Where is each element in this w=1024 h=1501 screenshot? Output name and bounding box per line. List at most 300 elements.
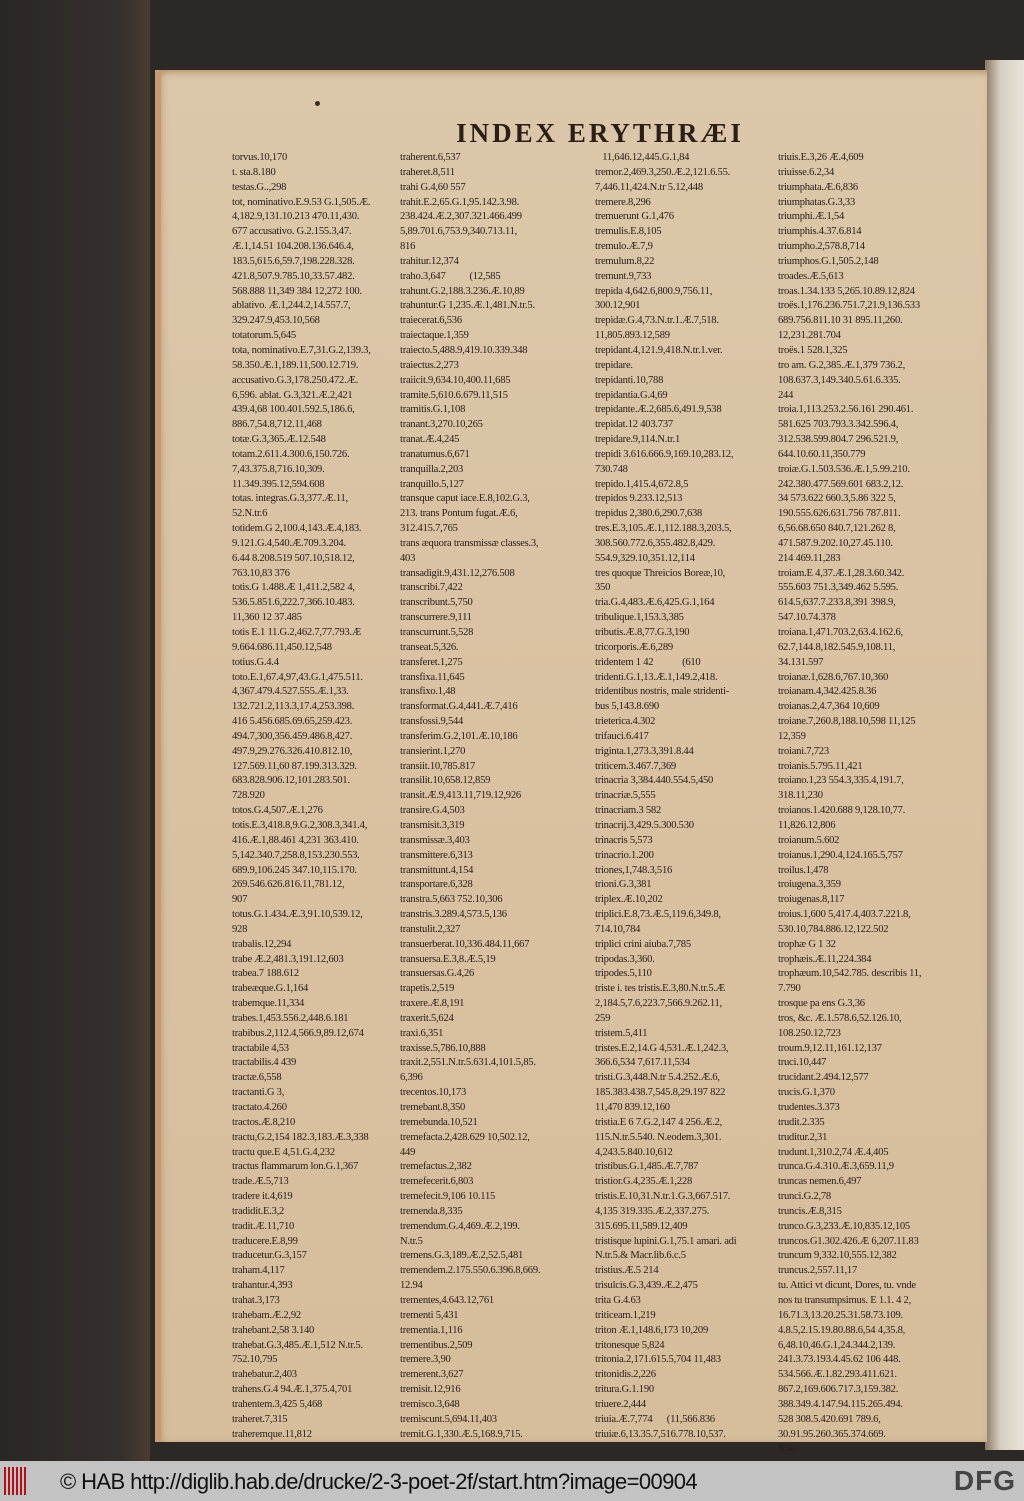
index-entry-line: tridenti.G.1,13.Æ.1,149.2,418. xyxy=(595,671,718,683)
index-entry-line: traducere.E.8,99 xyxy=(232,1235,298,1247)
index-entry-line: trunco.G.3,233.Æ.10,835.12,105 xyxy=(778,1220,910,1232)
index-entry-line: tristem.5,411 xyxy=(595,1027,648,1039)
index-entry-line: triuiæ.6,13.35.7,516.778.10,537. xyxy=(595,1428,726,1440)
index-entry-line: 190.555.626.631.756 787.811. xyxy=(778,508,901,520)
index-entry-line: tricorporis.Æ.6,289 xyxy=(595,641,673,653)
index-entry-line: trepidi 3.616.666.9,169.10,283.12, xyxy=(595,448,734,460)
index-entry-line: trabemque.11,334 xyxy=(232,998,305,1010)
index-entry-line: triplici crini aiuba.7,785 xyxy=(595,938,691,950)
index-entry-line: trahi G.4,60 557 xyxy=(400,181,466,193)
index-entry-line: troiam.E 4,37.Æ.1,28.3.60.342. xyxy=(778,567,905,579)
index-entry-line: 11,826.12,806 xyxy=(778,819,836,831)
index-entry-line: trepida 4,642.6,800.9,756.11, xyxy=(595,285,713,297)
index-entry-line: transfixa.11,645 xyxy=(400,671,465,683)
index-entry-line: triumphis.4.37.6.814 xyxy=(778,226,862,238)
index-entry-line: traheret.8,511 xyxy=(400,166,455,178)
index-entry-line: truncum 9,332.10,555.12,382 xyxy=(778,1250,897,1262)
index-entry-line: trans æquora transmissæ classes.3, xyxy=(400,537,539,549)
index-entry-line: tritonesque 5,824 xyxy=(595,1339,665,1351)
index-entry-line: transmisit.3,319 xyxy=(400,819,465,831)
index-entry-line: tractu que.E 4,51.G.4,232 xyxy=(232,1146,335,1158)
index-entry-line: troianus.1,290.4,124.165.5,757 xyxy=(778,849,903,861)
index-entry-line: trade.Æ.5,713 xyxy=(232,1176,289,1188)
index-entry-line: triumphata.Æ.6,836 xyxy=(778,181,858,193)
index-entry-line: triginta.1,273.3,391.8.44 xyxy=(595,745,694,757)
index-entry-line: traiectaque.1,359 xyxy=(400,330,469,342)
index-entry-line: 534.566.Æ.1.82.293.411.621. xyxy=(778,1369,897,1381)
index-entry-line: trahuntur.G 1,235.Æ.1,481.N.tr.5. xyxy=(400,300,535,312)
index-entry-line: trahat.3,173 xyxy=(232,1294,280,1306)
index-entry-line: tractos.Æ.8,210 xyxy=(232,1116,296,1128)
index-entry-line: tot, nominativo.E.9.53 G.1,505.Æ. xyxy=(232,196,371,208)
index-entry-line: totis.E.3,418.8,9.G.2,308.3,341.4, xyxy=(232,819,368,831)
index-entry-line: 108.637.3,149.340.5.61.6.335. xyxy=(778,374,901,386)
index-entry-line: tristisque lupini.G.1,75.1 amari. adi xyxy=(595,1235,737,1247)
index-entry-line: totus.G.1.434.Æ.3,91.10,539.12, xyxy=(232,909,363,921)
index-entry-line: tripodes.5,110 xyxy=(595,968,652,980)
index-entry-line: tota, nominativo.E.7,31.G.2,139.3, xyxy=(232,344,371,356)
index-entry-line: trunci.G.2,78 xyxy=(778,1191,831,1203)
index-entry-line: truditur.2,31 xyxy=(778,1131,828,1143)
index-entry-line: truncus.2,557.11,17 xyxy=(778,1265,858,1277)
index-entry-line: 568.888 11,349 384 12,272 100. xyxy=(232,285,362,297)
index-entry-line: tros, &c. Æ.1.578.6,52.126.10, xyxy=(778,1012,902,1024)
index-entry-line: traxere.Æ.8,191 xyxy=(400,998,465,1010)
index-entry-line: trahit.E.2,65.G.1,95.142.3.98. xyxy=(400,196,520,208)
index-entry-line: 185.383.438.7,545.8,29.197 822 xyxy=(595,1087,726,1099)
index-entry-line: traham.4,117 xyxy=(232,1265,285,1277)
index-entry-line: trahebatur.2,403 xyxy=(232,1369,297,1381)
book-spine-background xyxy=(0,0,150,1461)
index-entry-line: trophæum.10,542.785. describis 11, xyxy=(778,968,922,980)
index-entry-line: tractabile 4,53 xyxy=(232,1042,289,1054)
index-entry-line: toto.E.1,67.4,97,43.G.1,475.511. xyxy=(232,671,363,683)
index-entry-line: 547.10.74.378 xyxy=(778,612,836,624)
index-entry-line: totatorum.5,645 xyxy=(232,330,296,342)
index-entry-line: tritura.G.1.190 xyxy=(595,1384,654,1396)
index-entry-line: 115.N.tr.5.540. N.eodem.3,301. xyxy=(595,1131,722,1143)
index-entry-line: tridentibus nostris, male stridenti- xyxy=(595,686,729,698)
index-entry-line: 689.756.811.10 31 895.11,260. xyxy=(778,315,903,327)
index-entry-line: 555.603 751.3,349.462 5.595. xyxy=(778,582,899,594)
index-entry-line: 689.9,106.245 347.10,115.170. xyxy=(232,864,357,876)
index-entry-line: tres.E.3,105.Æ.1,112.188.3,203.5, xyxy=(595,523,732,535)
index-column-2 xyxy=(400,151,595,1442)
index-entry-line: 350 xyxy=(595,582,611,594)
index-entry-line: triumphi.Æ.1,54 xyxy=(778,211,844,223)
index-entry-line: triones,1,748.3,516 xyxy=(595,864,673,876)
index-entry-line: tributis.Æ.8,77.G.3,190 xyxy=(595,627,690,638)
index-entry-line: tres quoque Threicios Boreæ,10, xyxy=(595,567,726,579)
index-entry-line: troianos.1.420.688 9,128.10,77. xyxy=(778,805,906,817)
index-entry-line: tractus flammarum lon.G.1,367 xyxy=(232,1161,359,1173)
index-entry-line: troum.9,12.11,161.12,137 xyxy=(778,1042,882,1054)
index-entry-line: 9.664.686.11,450.12,548 xyxy=(232,641,332,653)
index-entry-line: tro am. G.2,385.Æ.1,379 736.2, xyxy=(778,359,905,371)
index-entry-line: tu. Attici vt dicunt, Dores, tu. vnde xyxy=(778,1280,916,1292)
index-entry-line: 714.10,784 xyxy=(595,923,641,935)
index-entry-line: totos.G.4,507.Æ.1,276 xyxy=(232,805,323,817)
index-entry-line: tremisco.3,648 xyxy=(400,1398,460,1410)
index-entry-line: 928 xyxy=(232,923,248,935)
index-entry-line: trucidant.2.494.12,577 xyxy=(778,1072,869,1084)
index-entry-line: 416.Æ.1,88.461 4,231 363.410. xyxy=(232,834,359,846)
index-entry-line: traherent.6,537 xyxy=(400,152,461,163)
index-entry-line: 403 xyxy=(400,552,416,564)
index-entry-line: transcribunt.5,750 xyxy=(400,597,473,609)
index-entry-line: tremunt.9,733 xyxy=(595,270,652,282)
index-entry-line: tritonidis.2,226 xyxy=(595,1369,656,1381)
index-entry-line: 763.10,83 376 xyxy=(232,567,290,579)
index-entry-line: tranatumus.6,671 xyxy=(400,448,470,460)
index-entry-line: 5,142.340.7,258.8,153.230.553. xyxy=(232,849,360,861)
index-entry-line: truncos.G1.302.426.Æ 6,207.11.83 xyxy=(778,1235,919,1247)
index-entry-line: trepidant.4,121.9,418.N.tr.1.ver. xyxy=(595,344,723,356)
index-entry-line: 816 xyxy=(400,241,416,253)
index-entry-line: transuersa.E.3,8.Æ.5,19 xyxy=(400,953,496,965)
index-entry-line: trucis.G.1,370 xyxy=(778,1087,835,1099)
index-entry-line: trepidantia.G.4,69 xyxy=(595,389,668,401)
index-entry-line: 728.920 xyxy=(232,790,265,802)
index-entry-line: tremerent.3,627 xyxy=(400,1369,464,1381)
index-entry-line: transit.Æ.9,413.11,719.12,926 xyxy=(400,790,521,802)
index-entry-line: troianum.5.602 xyxy=(778,834,840,846)
index-entry-line: 4.8.5,2.15.19.80.88.6,54 4,35.8, xyxy=(778,1324,906,1336)
index-entry-line: trapetis.2,519 xyxy=(400,983,455,995)
index-column-1 xyxy=(232,151,400,1442)
index-entry-line: troiugenas.8,117 xyxy=(778,894,845,906)
index-entry-line: 581.625 703.793.3.342.596.4, xyxy=(778,419,899,431)
index-entry-line: trepido.1,415.4,672.8,5 xyxy=(595,478,689,490)
index-entry-line: accusativo.G.3,178.250.472.Æ. xyxy=(232,374,359,386)
index-entry-line: trisulcis.G.3,439.Æ.2,475 xyxy=(595,1280,698,1292)
index-entry-line: trahunt.G.2,188.3.236.Æ.10,89 xyxy=(400,285,525,297)
index-entry-line: tradit.Æ.11,710 xyxy=(232,1220,295,1232)
index-entry-line: trabes.1,453.556.2,448.6.181 xyxy=(232,1012,349,1024)
index-entry-line: trepidat.12 403.737 xyxy=(595,419,673,431)
index-entry-line: tripodas.3,360. xyxy=(595,953,655,965)
index-entry-line: trabalis.12,294 xyxy=(232,938,292,950)
index-entry-line: transcurrunt.5,528 xyxy=(400,627,474,638)
index-entry-line: tremulis.E.8,105 xyxy=(595,226,662,238)
index-entry-line: trieterica.4.302 xyxy=(595,716,656,728)
index-entry-line: 12,359 xyxy=(778,730,806,742)
index-entry-line: trecentos.10,173 xyxy=(400,1087,467,1099)
index-entry-line: 614.5,637.7.233.8,391 398.9, xyxy=(778,597,896,609)
index-entry-line: 312.415.7,765 xyxy=(400,523,458,535)
index-entry-line: troas.1.34.133 5,265.10.89.12,824 xyxy=(778,285,915,297)
index-entry-line: traiicit.9,634.10,400.11,685 xyxy=(400,374,511,386)
index-entry-line: totas. integras.G.3,377.Æ.11, xyxy=(232,493,348,505)
index-entry-line: troilus.1,478 xyxy=(778,864,829,876)
index-entry-line: tremere.3,90 xyxy=(400,1354,451,1366)
index-entry-line: tremefecerit.6,803 xyxy=(400,1176,474,1188)
index-entry-line: 34.131.597 xyxy=(778,656,824,668)
index-entry-line: ablativo. Æ.1,244.2,14.557.7, xyxy=(232,300,351,312)
index-entry-line: 421.8,507.9.785.10,33.57.482. xyxy=(232,270,355,282)
index-entry-line: trepidæ.G.4,73.N.tr.1.Æ.7,518. xyxy=(595,315,719,327)
index-entry-line: torvus.10,170 xyxy=(232,152,288,163)
index-entry-line: transuerberat.10,336.484.11,667 xyxy=(400,938,530,950)
index-entry-line: tristibus.G.1,485.Æ.7,787 xyxy=(595,1161,699,1173)
index-entry-line: troiugena.3,359 xyxy=(778,879,841,891)
index-entry-line: tremenda.8,335 xyxy=(400,1205,463,1217)
index-entry-line: trophæ G 1 32 xyxy=(778,938,836,950)
index-entry-line: 213. trans Pontum fugat.Æ.6, xyxy=(400,508,518,520)
index-entry-line: traducetur.G.3,157 xyxy=(232,1250,307,1262)
index-entry-line: trinacria 3,384.440.554.5,450 xyxy=(595,775,714,787)
index-entry-line: trita G.4.63 xyxy=(595,1294,641,1306)
index-entry-line: transportare.6,328 xyxy=(400,879,473,891)
index-entry-line: totius.G.4.4 xyxy=(232,656,279,668)
index-entry-line: 4,135 319.335.Æ.2,337.275. xyxy=(595,1205,710,1217)
index-entry-line: trinacrio.1.200 xyxy=(595,849,654,861)
index-entry-line: 683.828.906.12,101.283.501. xyxy=(232,775,350,787)
index-entry-line: trementes,4.643.12,761 xyxy=(400,1294,494,1306)
index-entry-line: triumphatas.G.3,33 xyxy=(778,196,856,208)
index-entry-line: 269.546.626.816.11,781.12, xyxy=(232,879,345,891)
index-entry-line: 315.695.11,589.12,409 xyxy=(595,1220,688,1232)
index-entry-line: 554.9,329.10,351.12,114 xyxy=(595,552,695,564)
index-entry-line: 644.10.60.11,350.779 xyxy=(778,448,866,460)
index-entry-line: 242.380.477.569.601 683.2,12. xyxy=(778,478,904,490)
index-entry-line: trahebant.2,58 3.140 xyxy=(232,1324,315,1336)
index-entry-line: traheret.7,315 xyxy=(232,1413,288,1425)
index-entry-line: 4,182.9,131.10.213 470.11,430. xyxy=(232,211,360,223)
index-entry-line: trabibus.2,112.4,566.9,89.12,674 xyxy=(232,1027,364,1039)
index-entry-line: tremebant.8,350 xyxy=(400,1102,466,1113)
index-entry-line: tremendum.G.4,469.Æ.2,199. xyxy=(400,1220,520,1232)
index-column-4 xyxy=(778,151,948,1457)
index-entry-line: totis E.1 11.G.2,462.7,77.793.Æ xyxy=(232,627,361,638)
index-entry-line: trioni.G.3,381 xyxy=(595,879,652,891)
index-entry-line: transque caput iace.E.8,102.G.3, xyxy=(400,493,530,505)
index-entry-line: 11,646.12,445.G.1,84 xyxy=(595,152,690,163)
index-entry-line: tranquillo.5,127 xyxy=(400,478,464,490)
index-entry-line: trinacriam.3 582 xyxy=(595,805,662,817)
index-entry-line: trunca.G.4.310.Æ.3,659.11,9 xyxy=(778,1161,894,1173)
index-entry-line: tremuerunt G.1,476 xyxy=(595,211,674,223)
index-entry-line: 6,396 xyxy=(400,1072,423,1084)
index-entry-line: 7.790 xyxy=(778,983,801,995)
index-entry-line: troianæ.1,628.6,767.10,360 xyxy=(778,671,889,683)
index-entry-line: triplex.Æ.10,202 xyxy=(595,894,663,906)
index-entry-line: 58.350.Æ.1,189.11,500.12.719. xyxy=(232,359,359,371)
index-entry-line: tremit.G.1,330.Æ.5,168.9,715. xyxy=(400,1428,523,1440)
index-entry-line: 6,56.68.650 840.7,121.262 8, xyxy=(778,523,896,535)
index-entry-line: trudentes.3.373 xyxy=(778,1102,840,1113)
dfg-logo: DFG xyxy=(953,1465,1016,1496)
index-entry-line: transtris.3.289.4,573.5,136 xyxy=(400,909,507,921)
index-entry-line: 127.569.11,60 87.199.313.329. xyxy=(232,760,357,772)
index-entry-line: trinacriæ.5,555 xyxy=(595,790,656,802)
index-entry-line: traxerit.5,624 xyxy=(400,1012,454,1024)
index-entry-line: triplici.E.8,73.Æ.5,119.6,349.8, xyxy=(595,909,721,921)
index-entry-line: trepidus 2,380.6,290.7,638 xyxy=(595,508,703,520)
index-entry-line: transadigit.9,431.12,276.508 xyxy=(400,567,515,579)
index-entry-line: trementia.1,116 xyxy=(400,1324,463,1336)
index-entry-line: 30.91.95.260.365.374.669. xyxy=(778,1428,886,1440)
index-entry-line: triton Æ.1,148.6,173 10,209 xyxy=(595,1324,709,1336)
index-entry-line: 7,43.375.8,716.10,309. xyxy=(232,463,325,475)
index-entry-line: 6,48.10,46.G.1,24.344.2,139. xyxy=(778,1339,896,1351)
index-entry-line: 312.538.599.804.7 296.521.9, xyxy=(778,434,899,446)
index-entry-line: tremor.2,469.3,250.Æ.2,121.6.55. xyxy=(595,166,731,178)
index-entry-line: traheremque.11,812 xyxy=(232,1428,312,1440)
index-entry-line: tractato.4.260 xyxy=(232,1102,287,1113)
index-entry-line: 11,470 839.12,160 xyxy=(595,1102,670,1113)
page-title: INDEX ERYTHRÆI xyxy=(456,118,744,148)
index-entry-line: transcribi.7,422 xyxy=(400,582,463,594)
index-entry-line: 439.4,68 100.401.592.5,186.6, xyxy=(232,404,355,416)
index-entry-line: tractu,G.2,154 182.3,183.Æ.3,338 xyxy=(232,1131,369,1143)
index-entry-line: tranant.3,270.10,265 xyxy=(400,419,483,431)
index-entry-line: trepidare.9,114.N.tr.1 xyxy=(595,434,681,446)
index-entry-line: 752.10,795 xyxy=(232,1354,278,1366)
index-entry-line: totæ.G.3,365.Æ.12.548 xyxy=(232,434,326,446)
index-entry-line: 329.247.9,453.10,568 xyxy=(232,315,320,327)
index-entry-line: 9.121.G.4,540.Æ.709.3.204. xyxy=(232,537,346,549)
index-entry-line: transmittunt.4,154 xyxy=(400,864,474,876)
index-entry-line: 259 xyxy=(595,1012,611,1024)
index-entry-line: trahitur.12,374 xyxy=(400,255,459,267)
index-entry-line: trementibus.2,509 xyxy=(400,1339,473,1351)
index-entry-line: 12.94 xyxy=(400,1280,423,1292)
index-entry-line: trahentem.3,425 5,468 xyxy=(232,1398,323,1410)
index-entry-line: 4,367.479.4.527.555.Æ.1,33. xyxy=(232,686,349,698)
index-entry-line: 530.10,784.886.12,122.502 xyxy=(778,923,889,935)
index-entry-line: trophæis.Æ.11,224.384 xyxy=(778,953,872,965)
index-entry-line: triuis.E.3,26 Æ.4,609 xyxy=(778,152,864,163)
index-entry-line: 907 xyxy=(232,894,248,906)
index-entry-line: 214 469.11,283 xyxy=(778,552,841,564)
index-entry-line: tridentem 1 42 (610 xyxy=(595,656,701,668)
index-entry-line: transtulit.2,327 xyxy=(400,923,461,935)
index-entry-line: troiane.7,260.8,188.10,598 11,125 xyxy=(778,716,916,728)
index-entry-line: transilit.10,658.12,859 xyxy=(400,775,491,787)
index-entry-line: trinacrij.3,429.5.300.530 xyxy=(595,819,694,831)
index-entry-line: tritonia.2,171.615.5,704 11,483 xyxy=(595,1354,721,1366)
index-entry-line: 6.44 8.208.519 507.10,518.12, xyxy=(232,552,355,564)
index-entry-line: trementi 5,431 xyxy=(400,1309,459,1321)
index-entry-line: tristius.Æ.5 214 xyxy=(595,1265,659,1277)
index-entry-line: triste i. tes tristis.E.3,80.N.tr.5.Æ xyxy=(595,983,725,995)
index-column-3 xyxy=(595,151,777,1442)
ink-mark xyxy=(315,101,320,106)
index-entry-line: N.tr.5.& Macr.lib.6.c.5 xyxy=(595,1250,686,1262)
index-entry-line: 318.11,230 xyxy=(778,790,823,802)
index-entry-line: t. sta.8.180 xyxy=(232,166,276,178)
index-entry-line: traiecerat.6,536 xyxy=(400,315,462,327)
index-entry-line: 6,596. ablat. G.3,321.Æ.2,421 xyxy=(232,389,353,401)
index-entry-line: 677 accusativo. G.2.155.3,47. xyxy=(232,226,352,238)
index-entry-line: troiana.1,471.703.2,63.4.162.6, xyxy=(778,627,903,638)
index-entry-line: tranquilla.2,203 xyxy=(400,463,464,475)
index-entry-line: trudit.2.335 xyxy=(778,1116,825,1128)
index-entry-line: triticeam.1,219 xyxy=(595,1309,656,1321)
index-entry-line: triumpho.2,578.8,714 xyxy=(778,241,865,253)
index-entry-line: truci.10,447 xyxy=(778,1057,827,1069)
index-entry-line: trahantur.4,393 xyxy=(232,1280,293,1292)
index-entry-line: 4,243.5.840.10,612 xyxy=(595,1146,673,1158)
copyright-link[interactable]: © HAB http://diglib.hab.de/drucke/2-3-poet-2f/start.htm?image=00904 xyxy=(60,1469,698,1494)
index-entry-line: trosque pa ens G.3,36 xyxy=(778,998,865,1010)
index-entry-line: trepidare. xyxy=(595,359,633,371)
index-entry-line: 886.7,54.8,712.11,468 xyxy=(232,419,322,431)
index-entry-line: tristis.E.10,31.N.tr.1.G.3,667.517. xyxy=(595,1191,731,1203)
index-entry-line: trudunt.1,310.2,74 Æ.4,405 xyxy=(778,1146,889,1158)
index-entry-line: 494.7,300,356.459.486.8,427. xyxy=(232,730,353,742)
index-entry-line: troiæ.G.1.503.536.Æ.1,5.99.210. xyxy=(778,463,910,475)
index-entry-line: tractabilis.4 439 xyxy=(232,1057,297,1069)
index-entry-line: tristi.G.3,448.N.tr 5.4.252.Æ.6, xyxy=(595,1072,720,1084)
index-entry-line: traiecto.5,488.9,419.10.339.348 xyxy=(400,344,528,356)
index-entry-line: tristes.E.2,14.G 4,531.Æ.1,242.3, xyxy=(595,1042,729,1054)
index-entry-line: truncis.Æ.8,315 xyxy=(778,1205,842,1217)
index-entry-line: trabeæque.G.1,164 xyxy=(232,983,309,995)
index-entry-line: 52.N.tr.6 xyxy=(232,508,268,520)
index-entry-line: transfossi.9,544 xyxy=(400,716,464,728)
index-entry-line: transire.G.4,503 xyxy=(400,805,465,817)
index-entry-line: tria.G.4,483.Æ.6,425.G.1,164 xyxy=(595,597,715,609)
index-entry-line: trahens.G.4 94.Æ.1,375.4,701 xyxy=(232,1384,353,1396)
index-entry-line: troianam.4,342.425.8.36 xyxy=(778,686,877,698)
index-entry-line: tractæ.6,558 xyxy=(232,1072,282,1084)
index-entry-line: 416 5.456.685.69.65,259.423. xyxy=(232,716,353,728)
index-entry-line: N.tr.5 xyxy=(400,1235,423,1247)
index-entry-line: transmissæ.3,403 xyxy=(400,834,470,846)
index-entry-line: transferet.1,275 xyxy=(400,656,463,668)
index-entry-line: triuisse.6.2,34 xyxy=(778,166,834,178)
index-entry-line: trepidanti.10,788 xyxy=(595,374,664,386)
index-entry-line: 108.250.12,723 xyxy=(778,1027,841,1039)
index-entry-line: tremiscunt.5,694.11,403 xyxy=(400,1413,497,1425)
index-entry-line: 7,446.11,424.N.tr 5.12,448 xyxy=(595,181,703,193)
index-entry-line: triuere.2,444 xyxy=(595,1398,646,1410)
index-entry-line: troia.1,113.253.2.56.161 290.461. xyxy=(778,404,914,416)
page-edge xyxy=(155,70,161,1442)
index-entry-line: 366.6,534 7,617.11,534 xyxy=(595,1057,690,1069)
index-entry-line: traxisse.5,786.10,888 xyxy=(400,1042,486,1054)
index-entry-line: troianas.2,4.7,364 10,609 xyxy=(778,701,880,713)
index-entry-line: triumphos.G.1,505.2,148 xyxy=(778,255,879,267)
index-entry-line: troës.1 528.1,325 xyxy=(778,344,848,356)
index-entry-line: transmittere.6,313 xyxy=(400,849,473,861)
index-entry-line: tremefecit.9,106 10.115 xyxy=(400,1191,496,1203)
index-entry-line: tranat.Æ.4,245 xyxy=(400,434,460,446)
index-entry-line: transtra.5,663 752.10,306 xyxy=(400,894,503,906)
index-entry-line: 132.721.2,113.3,17.4,253.398. xyxy=(232,701,355,713)
adjacent-page-edge xyxy=(985,60,1024,1450)
index-entry-line: 308.560.772.6,355.482.8,429. xyxy=(595,537,716,549)
index-entry-line: 241.3.73.193.4.45.62 106 448. xyxy=(778,1354,901,1366)
index-entry-line: transeat.5,326. xyxy=(400,641,459,653)
index-entry-line: triuia.Æ.7,774 (11,566.836 xyxy=(595,1413,715,1425)
index-entry-line: transcurrere.9,111 xyxy=(400,612,472,624)
index-entry-line: nos tu transumpsimus. E 1.1. 4 2, xyxy=(778,1294,912,1306)
index-entry-line: 34 573.622 660.3,5.86 322 5, xyxy=(778,493,896,505)
index-entry-line: truncas nemen.6,497 xyxy=(778,1176,862,1188)
index-entry-line: tremere.8,296 xyxy=(595,196,651,208)
index-entry-line: 11,805.893.12,589 xyxy=(595,330,670,342)
index-entry-line: troiani.7,723 xyxy=(778,745,829,757)
index-entry-line: tremefactus.2,382 xyxy=(400,1161,472,1173)
index-entry-line: bus 5,143.8.690 xyxy=(595,701,659,713)
footer-bar xyxy=(0,1461,1024,1501)
index-entry-line: 183.5,615.6,59.7,198.228.328. xyxy=(232,255,355,267)
index-entry-line: 16.71.3,13.20.25.31.58.73.109. xyxy=(778,1309,903,1321)
index-entry-line: traxit.2,551.N.tr.5.631.4,101.5,85. xyxy=(400,1057,536,1069)
